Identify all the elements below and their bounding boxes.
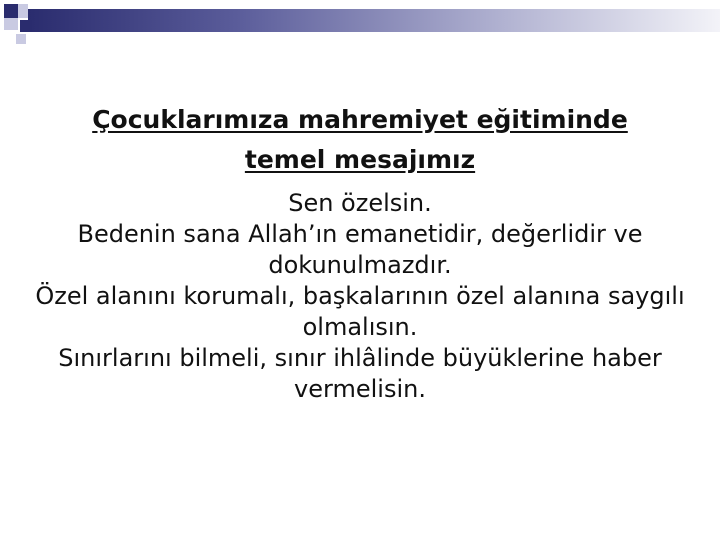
slide-title-line-1: Çocuklarımıza mahremiyet eğitiminde bbox=[92, 105, 628, 134]
slide-body bbox=[20, 100, 700, 405]
decorative-square bbox=[20, 20, 32, 32]
message-4: Sınırlarını bilmeli, sınır ihlâlinde büyüklerine haber vermelisin. bbox=[58, 344, 662, 403]
decorative-square bbox=[18, 4, 28, 18]
message-2: Bedenin sana Allah’ın emanetidir, değerlidir ve dokunulmazdır. bbox=[77, 220, 643, 279]
message-1: Sen özelsin. bbox=[288, 189, 432, 217]
decorative-square bbox=[16, 34, 26, 44]
slide-title-line-2: temel mesajımız bbox=[244, 145, 476, 174]
decorative-square bbox=[4, 4, 18, 18]
decorative-square bbox=[4, 18, 18, 30]
header-gradient-bar bbox=[28, 9, 720, 32]
message-3: Özel alanını korumalı, başkalarının özel alanına saygılı olmalısın. bbox=[35, 282, 685, 341]
